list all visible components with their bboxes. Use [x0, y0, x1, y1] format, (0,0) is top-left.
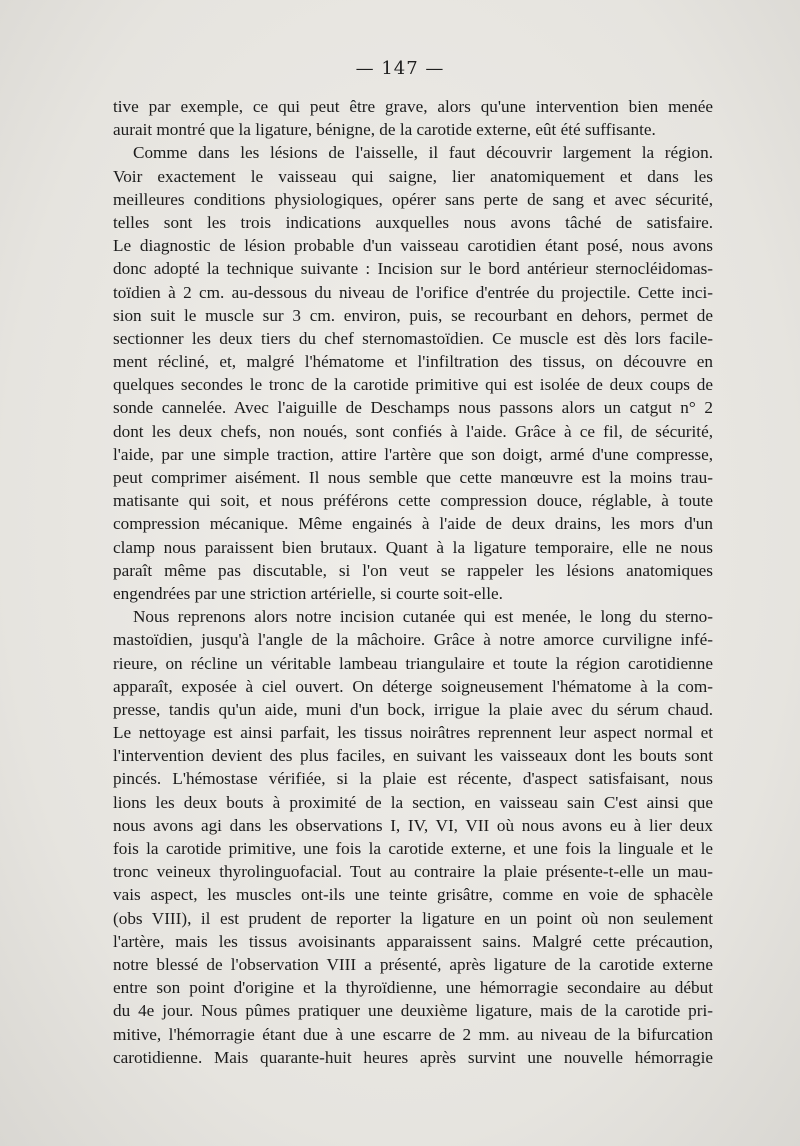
text-line: donc adopté la technique suivante : Incision sur le bord antérieur sternocléidomas- — [113, 259, 713, 279]
text-line: l'intervention devient des plus faciles, en suivant les vaisseaux dont les bouts sont — [113, 746, 713, 766]
text-line: apparaît, exposée à ciel ouvert. On déterge soigneusement l'hématome à la com- — [113, 676, 713, 696]
text-line: l'aide, par une simple traction, attire l'artère que son doigt, armé d'une compresse, — [113, 444, 713, 464]
text-line: telles sont les trois indications auxquelles nous avons tâché de satisfaire. — [113, 212, 713, 232]
text-line: notre blessé de l'observation VIII a présenté, après ligature de la carotide externe — [113, 954, 713, 974]
text-line: Voir exactement le vaisseau qui saigne, lier anatomiquement et dans les — [113, 166, 713, 186]
text-line: engendrées par une striction artérielle, si courte soit-elle. — [113, 583, 503, 603]
text-line: (obs VIII), il est prudent de reporter la ligature en un point où non seulement — [113, 908, 713, 928]
text-line: ment récliné, et, malgré l'hématome et l'infiltration des tissus, on découvre en — [113, 352, 713, 372]
text-line: carotidienne. Mais quarante-huit heures après survint une nouvelle hémorragie — [113, 1047, 713, 1067]
text-line: compression mécanique. Même engainés à l'aide de deux drains, les mors d'un — [113, 514, 713, 534]
text-line: Comme dans les lésions de l'aisselle, il faut découvrir largement la région. — [133, 143, 713, 163]
text-line: presse, tandis qu'un aide, muni d'un bock, irrigue la plaie avec du sérum chaud. — [113, 699, 713, 719]
text-line: l'artère, mais les tissus avoisinants apparaissent sains. Malgré cette précaution, — [113, 931, 713, 951]
text-line: sectionner les deux tiers du chef sternomastoïdien. Ce muscle est dès lors facile- — [113, 328, 713, 348]
text-line: mitive, l'hémorragie étant due à une escarre de 2 mm. au niveau de la bifurcation — [113, 1024, 713, 1044]
text-line: tive par exemple, ce qui peut être grave, alors qu'une intervention bien menée — [113, 97, 713, 116]
text-line: meilleures conditions physiologiques, opérer sans perte de sang et avec sécurité, — [113, 189, 713, 209]
text-line: paraît même pas discutable, si l'on veut se rappeler les lésions anatomiques — [113, 560, 713, 580]
text-line: pincés. L'hémostase vérifiée, si la plaie est récente, d'aspect satisfaisant, nous — [113, 769, 713, 789]
text-line: vais aspect, les muscles ont-ils une teinte grisâtre, comme en voie de sphacèle — [113, 885, 713, 905]
text-line: sion suit le muscle sur 3 cm. environ, puis, se recourbant en dehors, permet de — [113, 305, 713, 325]
text-line: rieure, on récline un véritable lambeau triangulaire et toute la région carotidienne — [113, 653, 713, 673]
text-line: tronc veineux thyrolinguofacial. Tout au contraire la plaie présente-t-elle un mau- — [113, 862, 713, 882]
text-line: quelques secondes le tronc de la carotide primitive qui est isolée de deux coups de — [113, 375, 713, 395]
text-line: entre son point d'origine et la thyroïdienne, une hémorragie secondaire au début — [113, 978, 713, 998]
text-line: fois la carotide primitive, une fois la carotide externe, et une fois la linguale et le — [113, 839, 713, 858]
body-text — [113, 95, 713, 1069]
text-line: matisante qui soit, et nous préférons cette compression douce, réglable, à toute — [113, 491, 713, 511]
text-line: aurait montré que la ligature, bénigne, de la carotide externe, eût été suffisante. — [113, 120, 656, 140]
text-line: sonde cannelée. Avec l'aiguille de Deschamps nous passons alors un catgut n° 2 — [113, 398, 713, 418]
page-number: — 147 — — [355, 58, 445, 79]
text-line: Le nettoyage est ainsi parfait, les tissus noirâtres reprennent leur aspect normal et — [113, 723, 713, 743]
text-line: clamp nous paraissent bien brutaux. Quant à la ligature temporaire, elle ne nous — [113, 537, 713, 557]
text-line: toïdien à 2 cm. au-dessous du niveau de l'orifice d'entrée du projectile. Cette inci- — [113, 282, 713, 302]
text-line: lions les deux bouts à proximité de la section, en vaisseau sain C'est ainsi que — [113, 792, 713, 812]
text-line: Le diagnostic de lésion probable d'un vaisseau carotidien étant posé, nous avons — [113, 236, 713, 256]
text-line: peut comprimer aisément. Il nous semble que cette manœuvre est la moins trau- — [113, 468, 713, 487]
text-line: Nous reprenons alors notre incision cutanée qui est menée, le long du sterno- — [133, 607, 713, 627]
text-line: dont les deux chefs, non noués, sont confiés à l'aide. Grâce à ce fil, de sécurité, — [113, 421, 713, 441]
text-line: nous avons agi dans les observations I, IV, VI, VII où nous avons eu à lier deux — [113, 815, 713, 835]
text-line: mastoïdien, jusqu'à l'angle de la mâchoire. Grâce à notre amorce curviligne infé- — [113, 630, 713, 650]
text-line: du 4e jour. Nous pûmes pratiquer une deuxième ligature, mais de la carotide pri- — [113, 1001, 713, 1021]
